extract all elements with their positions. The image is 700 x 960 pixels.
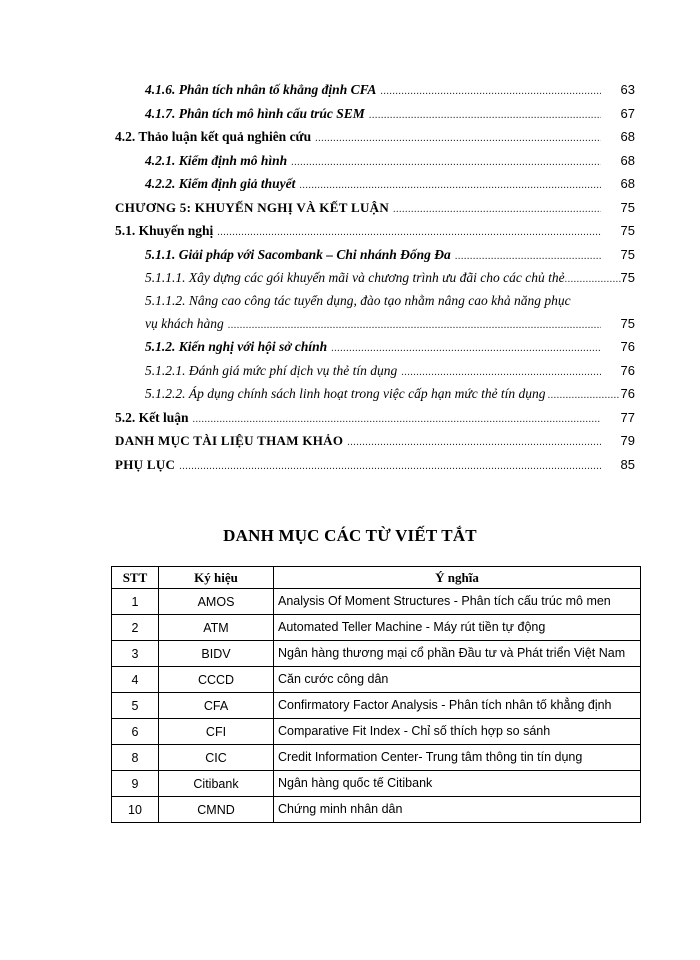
cell-symbol: CCCD	[159, 667, 274, 693]
toc-entry-page: 75	[620, 315, 635, 331]
cell-stt: 10	[112, 797, 159, 823]
toc-entry-page: 63	[620, 82, 635, 97]
toc-entry[interactable]	[115, 290, 635, 312]
toc-leader-dots	[331, 337, 601, 361]
toc-leader-dots	[393, 198, 601, 222]
cell-meaning: Confirmatory Factor Analysis - Phân tích nhân tố khẳng định	[274, 693, 641, 719]
cell-stt: 4	[112, 667, 159, 693]
toc-leader-dots	[548, 384, 619, 408]
toc-entry-page: 79	[620, 433, 635, 448]
header-meaning: Ý nghĩa	[274, 567, 641, 589]
toc-entry[interactable]	[115, 102, 635, 126]
cell-stt: 2	[112, 615, 159, 641]
toc-entry-title: 5.1.2.2. Áp dụng chính sách linh hoạt trong việc cấp hạn mức thẻ tín dụng	[145, 386, 546, 401]
toc-entry-page: 68	[620, 129, 635, 144]
toc-leader-dots	[369, 104, 601, 128]
cell-symbol: CMND	[159, 797, 274, 823]
toc-entry[interactable]	[115, 453, 635, 477]
toc-entry[interactable]	[115, 335, 635, 359]
table-header-row	[112, 567, 641, 589]
toc-entry-title: 5.1.1.2. Nâng cao công tác tuyển dụng, đào tạo nhằm nâng cao khả năng phục	[145, 292, 571, 308]
toc-entry-title: 4.2.1. Kiểm định mô hình	[145, 152, 288, 168]
table-row	[112, 797, 641, 823]
cell-symbol: CIC	[159, 745, 274, 771]
header-stt: STT	[112, 567, 159, 589]
toc-entry-page: 76	[620, 386, 635, 401]
cell-meaning: Ngân hàng quốc tế Citibank	[274, 771, 641, 797]
toc-entry[interactable]	[115, 219, 635, 243]
header-symbol: Ký hiệu	[159, 567, 274, 589]
toc-entry-page: 68	[620, 176, 635, 191]
toc-entry-title: 4.1.6. Phân tích nhân tố khẳng định CFA	[145, 82, 377, 97]
toc-leader-dots	[291, 151, 601, 175]
toc-leader-dots	[299, 174, 601, 198]
cell-meaning: Analysis Of Moment Structures - Phân tích cấu trúc mô men	[274, 589, 641, 615]
toc-leader-dots	[401, 361, 601, 385]
cell-meaning: Ngân hàng thương mại cổ phần Đầu tư và Phát triển Việt Nam	[274, 641, 641, 667]
toc-entry[interactable]	[115, 359, 635, 383]
toc-entry[interactable]	[115, 312, 635, 336]
toc-entry[interactable]	[115, 429, 635, 453]
toc-entry-page: 76	[620, 339, 635, 354]
table-row	[112, 641, 641, 667]
table-row	[112, 615, 641, 641]
toc-entry-page: 85	[620, 456, 635, 472]
toc-entry[interactable]	[115, 406, 635, 430]
cell-stt: 3	[112, 641, 159, 667]
toc-entry[interactable]	[115, 172, 635, 196]
cell-symbol: Citibank	[159, 771, 274, 797]
table-of-contents	[115, 78, 635, 476]
cell-stt: 9	[112, 771, 159, 797]
toc-leader-dots	[179, 455, 601, 479]
toc-entry-title: 5.1.1. Giải pháp với Sacombank – Chi nhánh Đống Đa	[145, 246, 451, 262]
toc-entry-page: 68	[620, 152, 635, 168]
table-row	[112, 589, 641, 615]
toc-leader-dots	[347, 431, 601, 455]
table-row	[112, 693, 641, 719]
toc-leader-dots	[565, 268, 621, 292]
toc-leader-dots	[228, 314, 601, 338]
toc-entry-title: vụ khách hàng	[145, 315, 224, 331]
cell-symbol: CFA	[159, 693, 274, 719]
toc-entry-page: 67	[620, 105, 635, 121]
toc-leader-dots	[217, 221, 601, 245]
toc-entry-page: 77	[620, 409, 635, 425]
toc-leader-dots	[380, 80, 601, 104]
toc-entry-title: 4.2. Thảo luận kết quả nghiên cứu	[115, 129, 312, 144]
toc-entry-title: 5.1. Khuyến nghị	[115, 223, 214, 238]
table-row	[112, 771, 641, 797]
cell-meaning: Comparative Fit Index - Chỉ số thích hợp so sánh	[274, 719, 641, 745]
cell-stt: 1	[112, 589, 159, 615]
cell-meaning: Automated Teller Machine - Máy rút tiền tự động	[274, 615, 641, 641]
toc-leader-dots	[193, 408, 601, 432]
toc-entry[interactable]	[115, 78, 635, 102]
toc-entry[interactable]	[115, 125, 635, 149]
abbreviations-table	[111, 566, 641, 823]
toc-entry-title: 5.1.1.1. Xây dựng các gói khuyến mãi và chương trình ưu đãi cho các chủ thẻ	[145, 270, 565, 285]
toc-entry-page: 75	[620, 199, 635, 215]
toc-entry-page: 75	[620, 246, 635, 262]
toc-entry-page: 76	[620, 362, 635, 378]
cell-meaning: Credit Information Center- Trung tâm thông tin tín dụng	[274, 745, 641, 771]
toc-entry-title: 5.1.2.1. Đánh giá mức phí dịch vụ thẻ tín dụng	[145, 362, 398, 378]
abbreviations-heading: DANH MỤC CÁC TỪ VIẾT TẮT	[223, 526, 477, 545]
cell-meaning: Chứng minh nhân dân	[274, 797, 641, 823]
cell-symbol: ATM	[159, 615, 274, 641]
toc-entry[interactable]	[115, 149, 635, 173]
toc-entry-title: CHƯƠNG 5: KHUYẾN NGHỊ VÀ KẾT LUẬN	[115, 199, 390, 215]
toc-entry[interactable]	[115, 382, 635, 406]
cell-stt: 5	[112, 693, 159, 719]
toc-entry-page: 75	[620, 223, 635, 238]
toc-entry-page: 75	[620, 270, 635, 285]
toc-entry-title: 4.2.2. Kiểm định giả thuyết	[145, 176, 296, 191]
cell-symbol: AMOS	[159, 589, 274, 615]
cell-stt: 8	[112, 745, 159, 771]
table-row	[112, 667, 641, 693]
toc-entry-title: 5.1.2. Kiến nghị với hội sở chính	[145, 339, 328, 354]
toc-entry-title: 5.2. Kết luận	[115, 409, 189, 425]
toc-leader-dots	[315, 127, 601, 151]
table-row	[112, 719, 641, 745]
toc-entry[interactable]	[115, 243, 635, 267]
cell-symbol: CFI	[159, 719, 274, 745]
cell-meaning: Căn cước công dân	[274, 667, 641, 693]
table-row	[112, 745, 641, 771]
toc-entry[interactable]	[115, 196, 635, 220]
toc-entry-title: PHỤ LỤC	[115, 456, 176, 472]
toc-entry[interactable]	[115, 266, 635, 290]
toc-entry-title: DANH MỤC TÀI LIỆU THAM KHẢO	[115, 433, 344, 448]
cell-stt: 6	[112, 719, 159, 745]
toc-entry-title: 4.1.7. Phân tích mô hình cấu trúc SEM	[145, 105, 365, 121]
cell-symbol: BIDV	[159, 641, 274, 667]
toc-leader-dots	[455, 245, 601, 269]
